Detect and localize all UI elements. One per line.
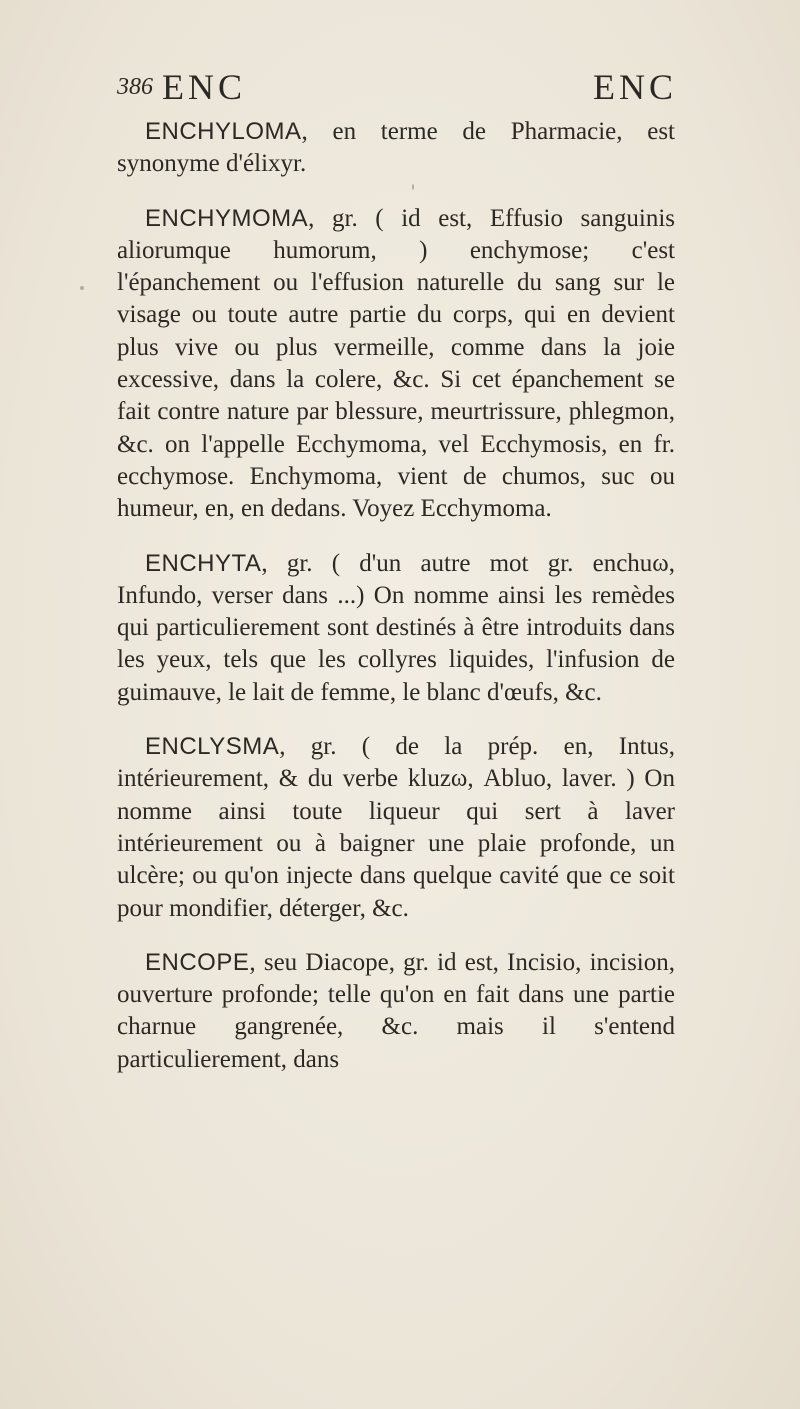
entry-text: , gr. ( de la prép. en, Intus, intérieurement, & du verbe kluzω, Abluo, laver. ) On nomme ainsi toute liqueur qui sert à laver intérieurement ou à baigner une plaie profonde, un ulcère; ou qu'on injecte dans quelque cavité que ce soit pour mondifier, déterger, &c. bbox=[117, 733, 675, 922]
paper-speck bbox=[412, 184, 414, 190]
entry-enclysma bbox=[117, 731, 675, 925]
entry-text: , gr. ( id est, Effusio sanguinis aliorumque humorum, ) enchymose; c'est l'épanchement ou l'effusion naturelle du sang sur le visage ou toute autre partie du corps, qui en devient plus vive ou plus vermeille, comme dans la joie excessive, dans la colere, &c. Si cet épanchement se fait contre nature par blessure, meurtrissure, phlegmon, &c. on l'appelle Ecchymoma, vel Ecchymosis, en fr. ecchymose. Enchymoma, vient de chumos, suc ou humeur, en, en dedans. Voyez Ecchymoma. bbox=[117, 204, 675, 523]
page-number: 386 bbox=[117, 74, 153, 100]
running-header bbox=[117, 66, 677, 110]
entry-headword: ENCLYSMA bbox=[145, 733, 280, 761]
entry-headword: ENCHYTA bbox=[145, 549, 262, 577]
dictionary-column bbox=[117, 116, 675, 1098]
entry-enchymoma bbox=[117, 203, 675, 526]
entry-headword: ENCHYMOMA bbox=[145, 204, 309, 232]
entry-headword: ENCHYLOMA bbox=[145, 118, 302, 145]
entry-enchyta bbox=[117, 548, 675, 709]
entry-text: , gr. ( d'un autre mot gr. enchuω, Infundo, verser dans ...) On nomme ainsi les remèdes qui particulierement sont destinés à être introduits dans les yeux, tels que les collyres liquides, l'infusion de guimauve, le lait de femme, le blanc d'œufs, &c. bbox=[117, 549, 675, 706]
entry-text: , en terme de Pharmacie, est synonyme d'élixyr. bbox=[117, 118, 675, 178]
entry-headword: ENCOPE bbox=[145, 948, 250, 976]
paper-speck bbox=[80, 286, 84, 290]
entry-enchyloma bbox=[117, 116, 675, 181]
header-left-word: ENC bbox=[162, 67, 246, 107]
entry-encope bbox=[117, 947, 675, 1076]
entry-text: , seu Diacope, gr. id est, Incisio, incision, ouverture profonde; telle qu'on en fait dans une partie charnue gangrenée, &c. mais il s'entend particulierement, dans bbox=[117, 948, 675, 1073]
header-right-word: ENC bbox=[593, 67, 677, 107]
